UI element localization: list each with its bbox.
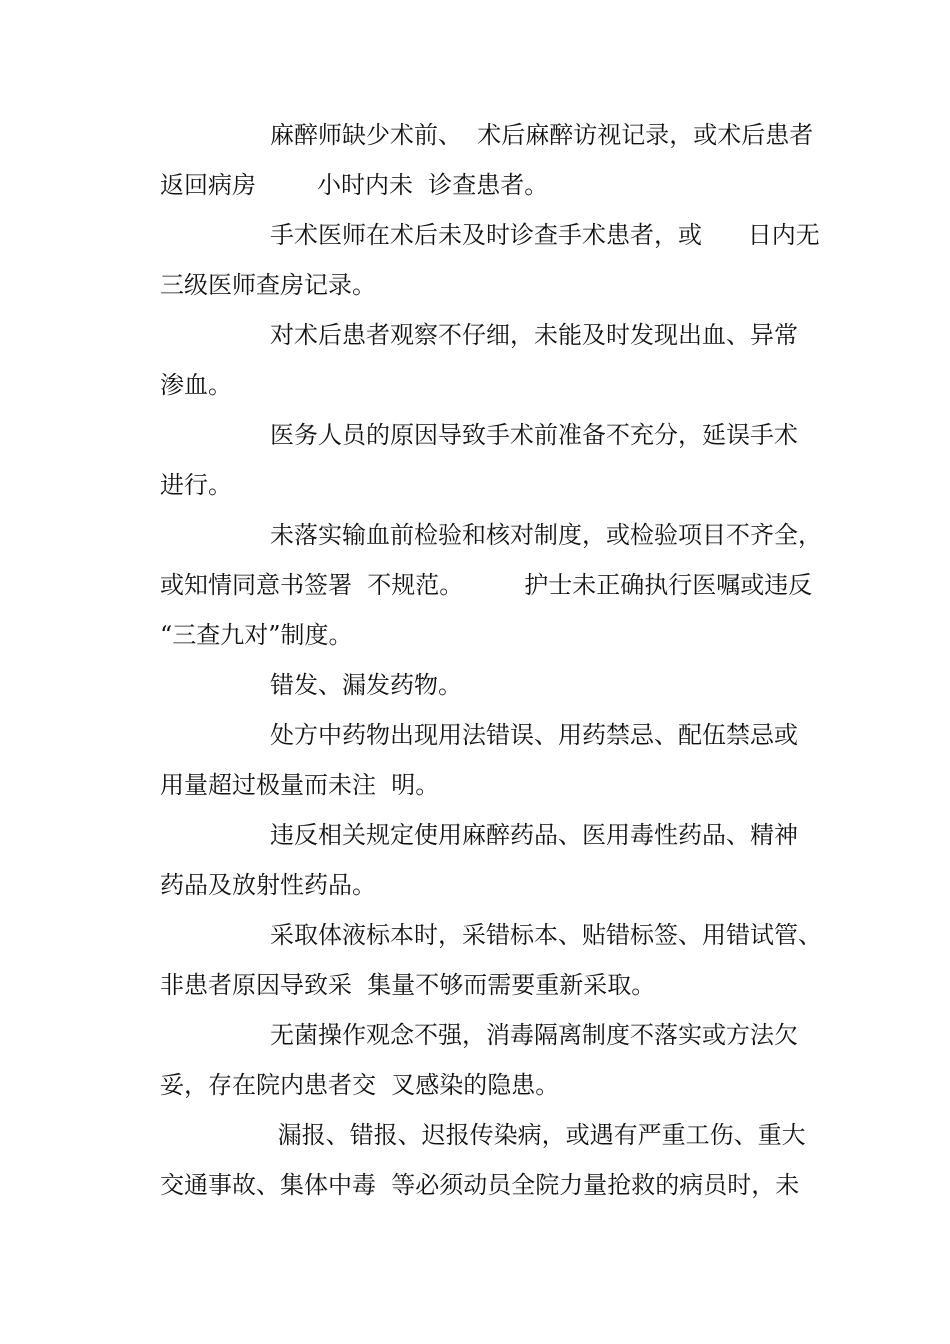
text-line: 手术医师在术后未及时诊查手术患者，或 日内无: [270, 221, 820, 249]
text-line: 返回病房 小时内未 诊查患者。: [160, 171, 549, 199]
text-line: 非患者原因导致采 集量不够而需要重新采取。: [160, 971, 656, 999]
text-line: 错发、漏发药物。: [270, 671, 462, 699]
text-line: 医务人员的原因导致手术前准备不充分，延误手术: [270, 421, 798, 449]
text-line: 进行。: [160, 471, 232, 499]
text-line: 未落实输血前检验和核对制度，或检验项目不齐全，: [270, 521, 822, 549]
text-line: 妥，存在院内患者交 叉感染的隐患。: [160, 1071, 560, 1099]
text-line: “三查九对”制度。: [160, 621, 353, 649]
text-line: 交通事故、集体中毒 等必须动员全院力量抢救的病员时，未: [160, 1171, 800, 1199]
text-line: 用量超过极量而未注 明。: [160, 771, 440, 799]
text-line: 三级医师查房记录。: [160, 271, 376, 299]
text-line: 处方中药物出现用法错误、用药禁忌、配伍禁忌或: [270, 721, 798, 749]
text-line: 药品及放射性药品。: [160, 871, 376, 899]
text-line: 无菌操作观念不强，消毒隔离制度不落实或方法欠: [270, 1021, 798, 1049]
text-line: 漏报、错报、迟报传染病，或遇有严重工伤、重大: [270, 1121, 806, 1149]
text-line: 或知情同意书签署 不规范。 护士未正确执行医嘱或违反: [160, 571, 813, 599]
text-line: 对术后患者观察不仔细，未能及时发现出血、异常: [270, 321, 798, 349]
text-line: 违反相关规定使用麻醉药品、医用毒性药品、精神: [270, 821, 798, 849]
text-line: 采取体液标本时，采错标本、贴错标签、用错试管、: [270, 921, 822, 949]
text-line: 渗血。: [160, 371, 232, 399]
text-line: 麻醉师缺少术前、 术后麻醉访视记录，或术后患者: [270, 121, 814, 149]
